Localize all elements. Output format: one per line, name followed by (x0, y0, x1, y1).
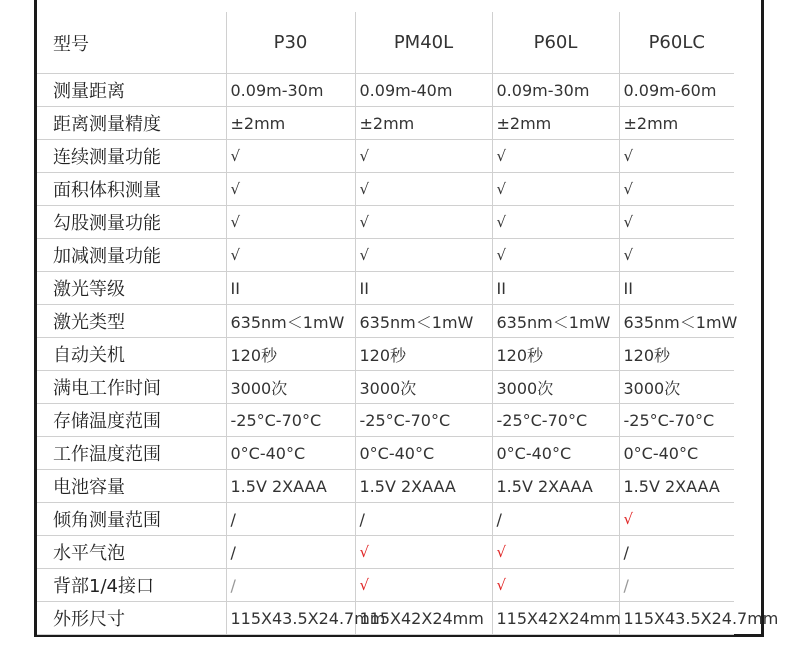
spec-value: 1.5V 2XAAA (492, 470, 619, 503)
model-name: P60L (492, 12, 619, 74)
spec-label: 工作温度范围 (37, 437, 226, 470)
spec-value: ±2mm (355, 107, 492, 140)
spec-value: √ (492, 239, 619, 272)
spec-value: / (226, 536, 355, 569)
spec-value: 0.09m-30m (226, 74, 355, 107)
spec-value: -25°C-70°C (492, 404, 619, 437)
table-row (37, 338, 734, 371)
spec-value: 0.09m-60m (619, 74, 734, 107)
spec-value: / (355, 503, 492, 536)
table-row (37, 173, 734, 206)
table-row (37, 437, 734, 470)
spec-value: / (492, 503, 619, 536)
spec-value: 115X42X24mm (492, 602, 619, 635)
spec-table (37, 12, 779, 635)
spec-value: √ (492, 536, 619, 569)
spec-value: ±2mm (226, 107, 355, 140)
spec-value: -25°C-70°C (226, 404, 355, 437)
spec-label: 电池容量 (37, 470, 226, 503)
table-row (37, 503, 734, 536)
model-name: P60LC (619, 12, 734, 74)
spec-label: 面积体积测量 (37, 173, 226, 206)
spec-value: 120秒 (355, 338, 492, 371)
spec-table-frame (34, 0, 779, 637)
spec-value: 635nm＜1mW (226, 305, 355, 338)
table-row (37, 305, 734, 338)
table-row (37, 569, 734, 602)
spec-value: II (355, 272, 492, 305)
table-row (37, 371, 734, 404)
spec-value: √ (226, 173, 355, 206)
spec-value: 0°C-40°C (355, 437, 492, 470)
spec-value: √ (355, 239, 492, 272)
spec-value: 3000次 (226, 371, 355, 404)
spec-value: 115X43.5X24.7mm (619, 602, 734, 635)
spec-value: / (226, 503, 355, 536)
table-row (37, 272, 734, 305)
spec-label: 距离测量精度 (37, 107, 226, 140)
spec-value: 1.5V 2XAAA (619, 470, 734, 503)
spec-value: √ (492, 140, 619, 173)
spec-value: II (619, 272, 734, 305)
spec-value: √ (619, 239, 734, 272)
spec-label: 水平气泡 (37, 536, 226, 569)
spec-label: 加减测量功能 (37, 239, 226, 272)
spec-value: 120秒 (492, 338, 619, 371)
spec-value: √ (619, 173, 734, 206)
spec-value: √ (226, 239, 355, 272)
spec-value: 3000次 (355, 371, 492, 404)
spec-value: √ (619, 140, 734, 173)
spec-value: 635nm＜1mW (355, 305, 492, 338)
table-row (37, 206, 734, 239)
spec-value: 1.5V 2XAAA (355, 470, 492, 503)
spec-value: / (619, 536, 734, 569)
spec-value: √ (355, 536, 492, 569)
spec-value: II (226, 272, 355, 305)
spec-label: 激光类型 (37, 305, 226, 338)
spec-value: II (492, 272, 619, 305)
model-name: P30 (226, 12, 355, 74)
spec-value: 120秒 (619, 338, 734, 371)
spec-label: 背部1/4接口 (37, 569, 226, 602)
spec-value: 0°C-40°C (492, 437, 619, 470)
spec-value: √ (355, 206, 492, 239)
spec-value: √ (355, 569, 492, 602)
spec-value: 635nm＜1mW (619, 305, 734, 338)
spec-label: 激光等级 (37, 272, 226, 305)
spec-value: 115X43.5X24.7mm (226, 602, 355, 635)
spec-value: 0°C-40°C (226, 437, 355, 470)
spec-value: √ (355, 140, 492, 173)
spec-value: 0.09m-40m (355, 74, 492, 107)
spec-value: √ (355, 173, 492, 206)
spec-label: 测量距离 (37, 74, 226, 107)
table-row (37, 602, 734, 635)
spec-value: 120秒 (226, 338, 355, 371)
spec-value: / (226, 569, 355, 602)
table-row (37, 140, 734, 173)
spec-value: 0.09m-30m (492, 74, 619, 107)
spec-value: √ (226, 206, 355, 239)
spec-value: 635nm＜1mW (492, 305, 619, 338)
spec-label: 外形尺寸 (37, 602, 226, 635)
spec-label: 满电工作时间 (37, 371, 226, 404)
spec-value: √ (492, 569, 619, 602)
table-row (37, 470, 734, 503)
spec-value: ±2mm (619, 107, 734, 140)
spec-label: 存储温度范围 (37, 404, 226, 437)
spec-value: / (619, 569, 734, 602)
spec-value: 3000次 (492, 371, 619, 404)
spec-value: √ (492, 206, 619, 239)
spec-label: 自动关机 (37, 338, 226, 371)
spec-value: 115X42X24mm (355, 602, 492, 635)
model-name: PM40L (355, 12, 492, 74)
table-header-row (37, 12, 734, 74)
spec-value: 1.5V 2XAAA (226, 470, 355, 503)
spec-value: √ (226, 140, 355, 173)
cut-off-header-strip (37, 0, 761, 12)
spec-label: 连续测量功能 (37, 140, 226, 173)
table-row (37, 239, 734, 272)
spec-value: ±2mm (492, 107, 619, 140)
table-row (37, 107, 734, 140)
spec-label: 倾角测量范围 (37, 503, 226, 536)
table-row (37, 74, 734, 107)
spec-value: -25°C-70°C (619, 404, 734, 437)
spec-value: -25°C-70°C (355, 404, 492, 437)
header-label: 型号 (37, 12, 226, 74)
table-row (37, 404, 734, 437)
spec-value: 0°C-40°C (619, 437, 734, 470)
table-row (37, 536, 734, 569)
spec-value: 3000次 (619, 371, 734, 404)
spec-value: √ (492, 173, 619, 206)
spec-value: √ (619, 206, 734, 239)
spec-label: 勾股测量功能 (37, 206, 226, 239)
spec-value: √ (619, 503, 734, 536)
